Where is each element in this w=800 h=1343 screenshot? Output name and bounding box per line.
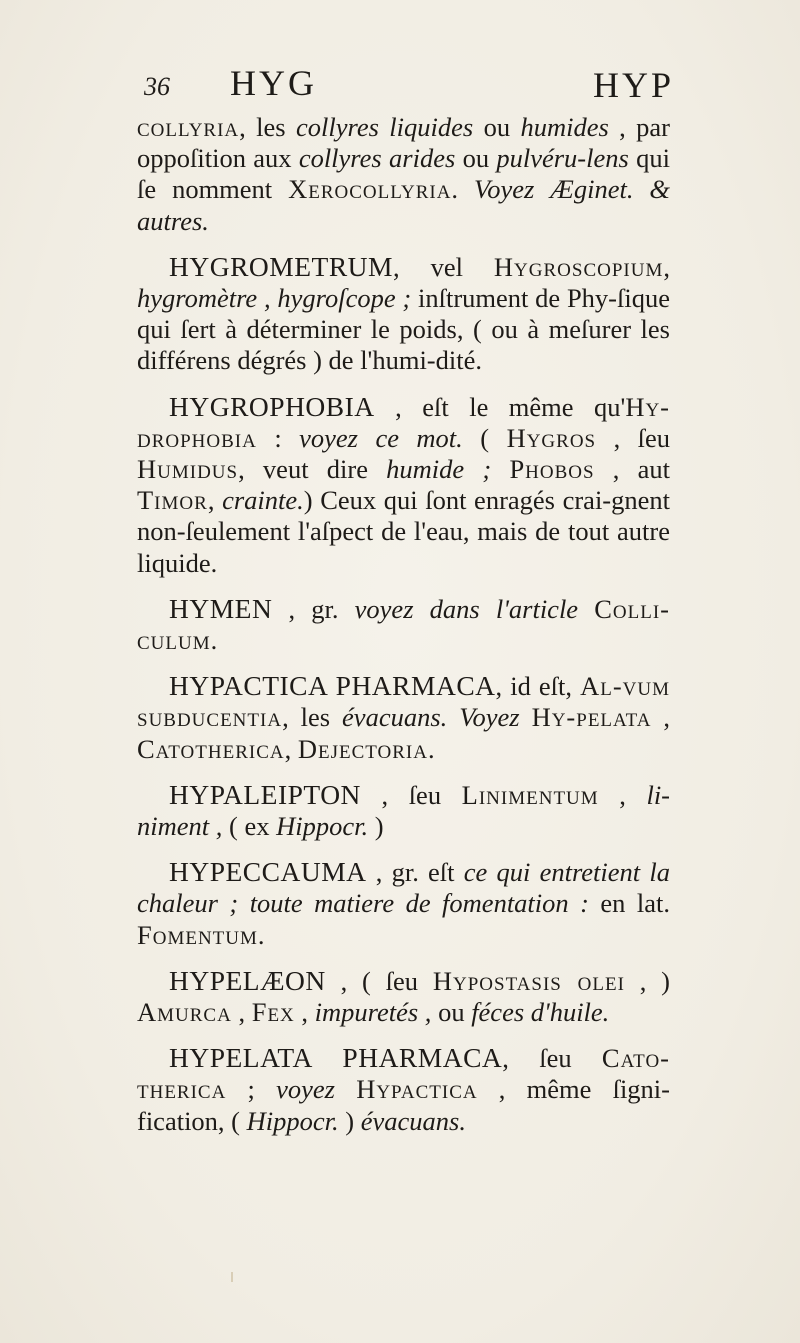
entry-smallcaps-text: Fomentum	[137, 919, 258, 950]
entry-text: ,	[231, 997, 252, 1028]
entry-smallcaps-text: Timor	[137, 485, 208, 516]
entry-italic-text: évacuans.	[360, 1105, 466, 1136]
entry-italic-text: collyres arides	[298, 143, 456, 174]
entry-text: (	[462, 422, 507, 453]
entry-headword: HYPECCAUMA	[169, 856, 367, 888]
dictionary-entry	[137, 856, 670, 951]
running-head-right: HYP	[592, 65, 674, 105]
entry-text: ,	[651, 702, 671, 733]
dictionary-entry	[137, 670, 670, 765]
entry-text: , id eſt,	[495, 671, 581, 702]
entry-smallcaps-text: Fex	[251, 997, 295, 1028]
entry-italic-text: pulvéru-lens	[496, 143, 629, 174]
paper-speck	[231, 1272, 233, 1282]
entry-smallcaps-text: Cato-therica	[137, 1043, 670, 1105]
entry-text: qui ſe nomment	[137, 143, 670, 205]
entry-italic-text: ce qui entretient la chaleur ; toute matiere de fomentation :	[137, 857, 670, 919]
entry-text: , ſeu	[596, 422, 671, 453]
entry-text	[491, 454, 509, 484]
entry-smallcaps-text: Phobos	[509, 454, 595, 485]
entry-smallcaps-text: Hypactica	[356, 1074, 478, 1105]
entry-text: ou	[455, 143, 497, 174]
entry-italic-text: Hippocr.	[276, 811, 369, 842]
dictionary-entry	[137, 391, 670, 579]
entry-smallcaps-text: Humidus	[137, 454, 239, 485]
entry-text: , ( ſeu	[325, 965, 433, 996]
entry-smallcaps-text: Dejectoria	[297, 733, 428, 764]
entry-text: en lat.	[588, 888, 671, 919]
entry-italic-text: voyez	[276, 1074, 335, 1105]
entry-text: ) Ceux qui ſont enragés crai-gnent non-ſeulement l'aſpect de l'eau, mais de tout autre liquide.	[137, 485, 671, 578]
entry-smallcaps-text: Hypostasis olei	[432, 965, 625, 996]
entry-smallcaps-text: Al-vum subducentia	[137, 671, 670, 733]
dictionary-entry	[137, 112, 670, 237]
entry-text: , vel	[392, 251, 494, 282]
entry-smallcaps-text: Hy-drophobia	[137, 391, 670, 453]
dictionary-entry	[137, 1042, 670, 1137]
page-number: 36	[144, 72, 170, 101]
entry-italic-text: féces d'huile.	[471, 997, 610, 1028]
entry-text: , eſt le même qu'	[374, 391, 626, 422]
entry-text: , les	[282, 702, 343, 733]
entry-italic-text: crainte.	[222, 485, 304, 516]
entry-text: , ſeu	[360, 779, 462, 810]
dictionary-entry	[137, 965, 670, 1028]
entry-text: ou	[473, 112, 521, 142]
entry-text: , gr.	[272, 593, 355, 624]
entry-italic-text: humide ;	[386, 454, 492, 485]
entry-text: , aut	[594, 454, 671, 485]
entry-text: , veut dire	[238, 454, 387, 485]
entry-italic-text: Hippocr.	[246, 1105, 339, 1136]
entry-headword: HYGROMETRUM	[169, 250, 393, 282]
entry-text: ,	[598, 779, 647, 810]
entry-italic-text: humides	[520, 112, 609, 142]
running-head	[144, 62, 674, 112]
entry-text: ( ex	[222, 811, 277, 842]
dictionary-body	[137, 112, 670, 1151]
entry-text: ;	[226, 1074, 277, 1105]
entry-text: :	[256, 422, 300, 453]
entry-italic-text: voyez dans l'article	[354, 593, 579, 624]
entry-text: ou	[431, 997, 472, 1028]
entry-headword: HYPACTICA PHARMACA	[169, 670, 496, 702]
dictionary-entry	[137, 779, 670, 842]
entry-text: , gr. eſt	[366, 857, 464, 888]
entry-text: ,	[663, 251, 670, 282]
entry-smallcaps-text: Linimentum	[461, 779, 599, 810]
entry-headword: HYPELATA PHARMACA	[169, 1042, 503, 1074]
entry-text: ,	[207, 485, 223, 516]
entry-text: .	[257, 919, 265, 950]
entry-text: , les	[239, 112, 296, 142]
entry-italic-text: hygromètre , hygroſcope ;	[137, 283, 412, 314]
entry-smallcaps-text: collyria	[137, 112, 240, 142]
entry-smallcaps-text: Xerocollyria	[288, 174, 452, 205]
entry-text: , par oppoſition aux	[137, 112, 671, 174]
entry-text	[447, 702, 459, 732]
entry-text: .	[210, 625, 218, 656]
entry-text: )	[368, 811, 384, 842]
entry-headword: HYPALEIPTON	[169, 778, 361, 810]
dictionary-entry	[137, 593, 670, 656]
entry-smallcaps-text: Hygros	[506, 422, 597, 453]
entry-text	[520, 702, 532, 732]
entry-text: , même ſigni-fication, (	[137, 1074, 670, 1136]
running-head-left: HYG	[230, 63, 317, 103]
entry-smallcaps-text: Colli-culum	[137, 593, 670, 656]
entry-italic-text: évacuans.	[342, 702, 448, 733]
entry-text: inſtrument de Phy-ſique qui ſert à déterminer le poids, ( ou à meſurer les différens dégrés ) de l'humi-dité.	[137, 283, 670, 376]
entry-italic-text: Voyez	[459, 702, 520, 733]
entry-text: , )	[624, 965, 670, 996]
entry-text: ,	[294, 997, 315, 1028]
entry-italic-text: li-niment ,	[137, 779, 671, 842]
entry-headword: HYPELÆON	[169, 964, 326, 996]
entry-italic-text: voyez ce mot.	[299, 422, 463, 453]
entry-headword: HYMEN	[169, 592, 273, 624]
entry-headword: HYGROPHOBIA	[169, 390, 375, 422]
entry-smallcaps-text: Amurca	[137, 997, 232, 1028]
entry-text: .	[427, 733, 435, 764]
entry-text: .	[451, 174, 474, 205]
entry-text	[335, 1074, 356, 1104]
entry-italic-text: collyres liquides	[295, 112, 474, 142]
entry-text: )	[338, 1105, 361, 1136]
entry-text: ,	[284, 733, 298, 764]
entry-smallcaps-text: Catotherica	[137, 733, 285, 764]
entry-smallcaps-text: Hy-pelata	[531, 702, 652, 733]
entry-smallcaps-text: Hygroscopium	[493, 251, 664, 282]
entry-italic-text: Voyez Æginet. & autres.	[137, 174, 671, 236]
entry-text	[578, 594, 594, 624]
entry-italic-text: impuretés ,	[314, 997, 432, 1028]
dictionary-entry	[137, 251, 670, 377]
entry-text: , ſeu	[502, 1043, 602, 1074]
